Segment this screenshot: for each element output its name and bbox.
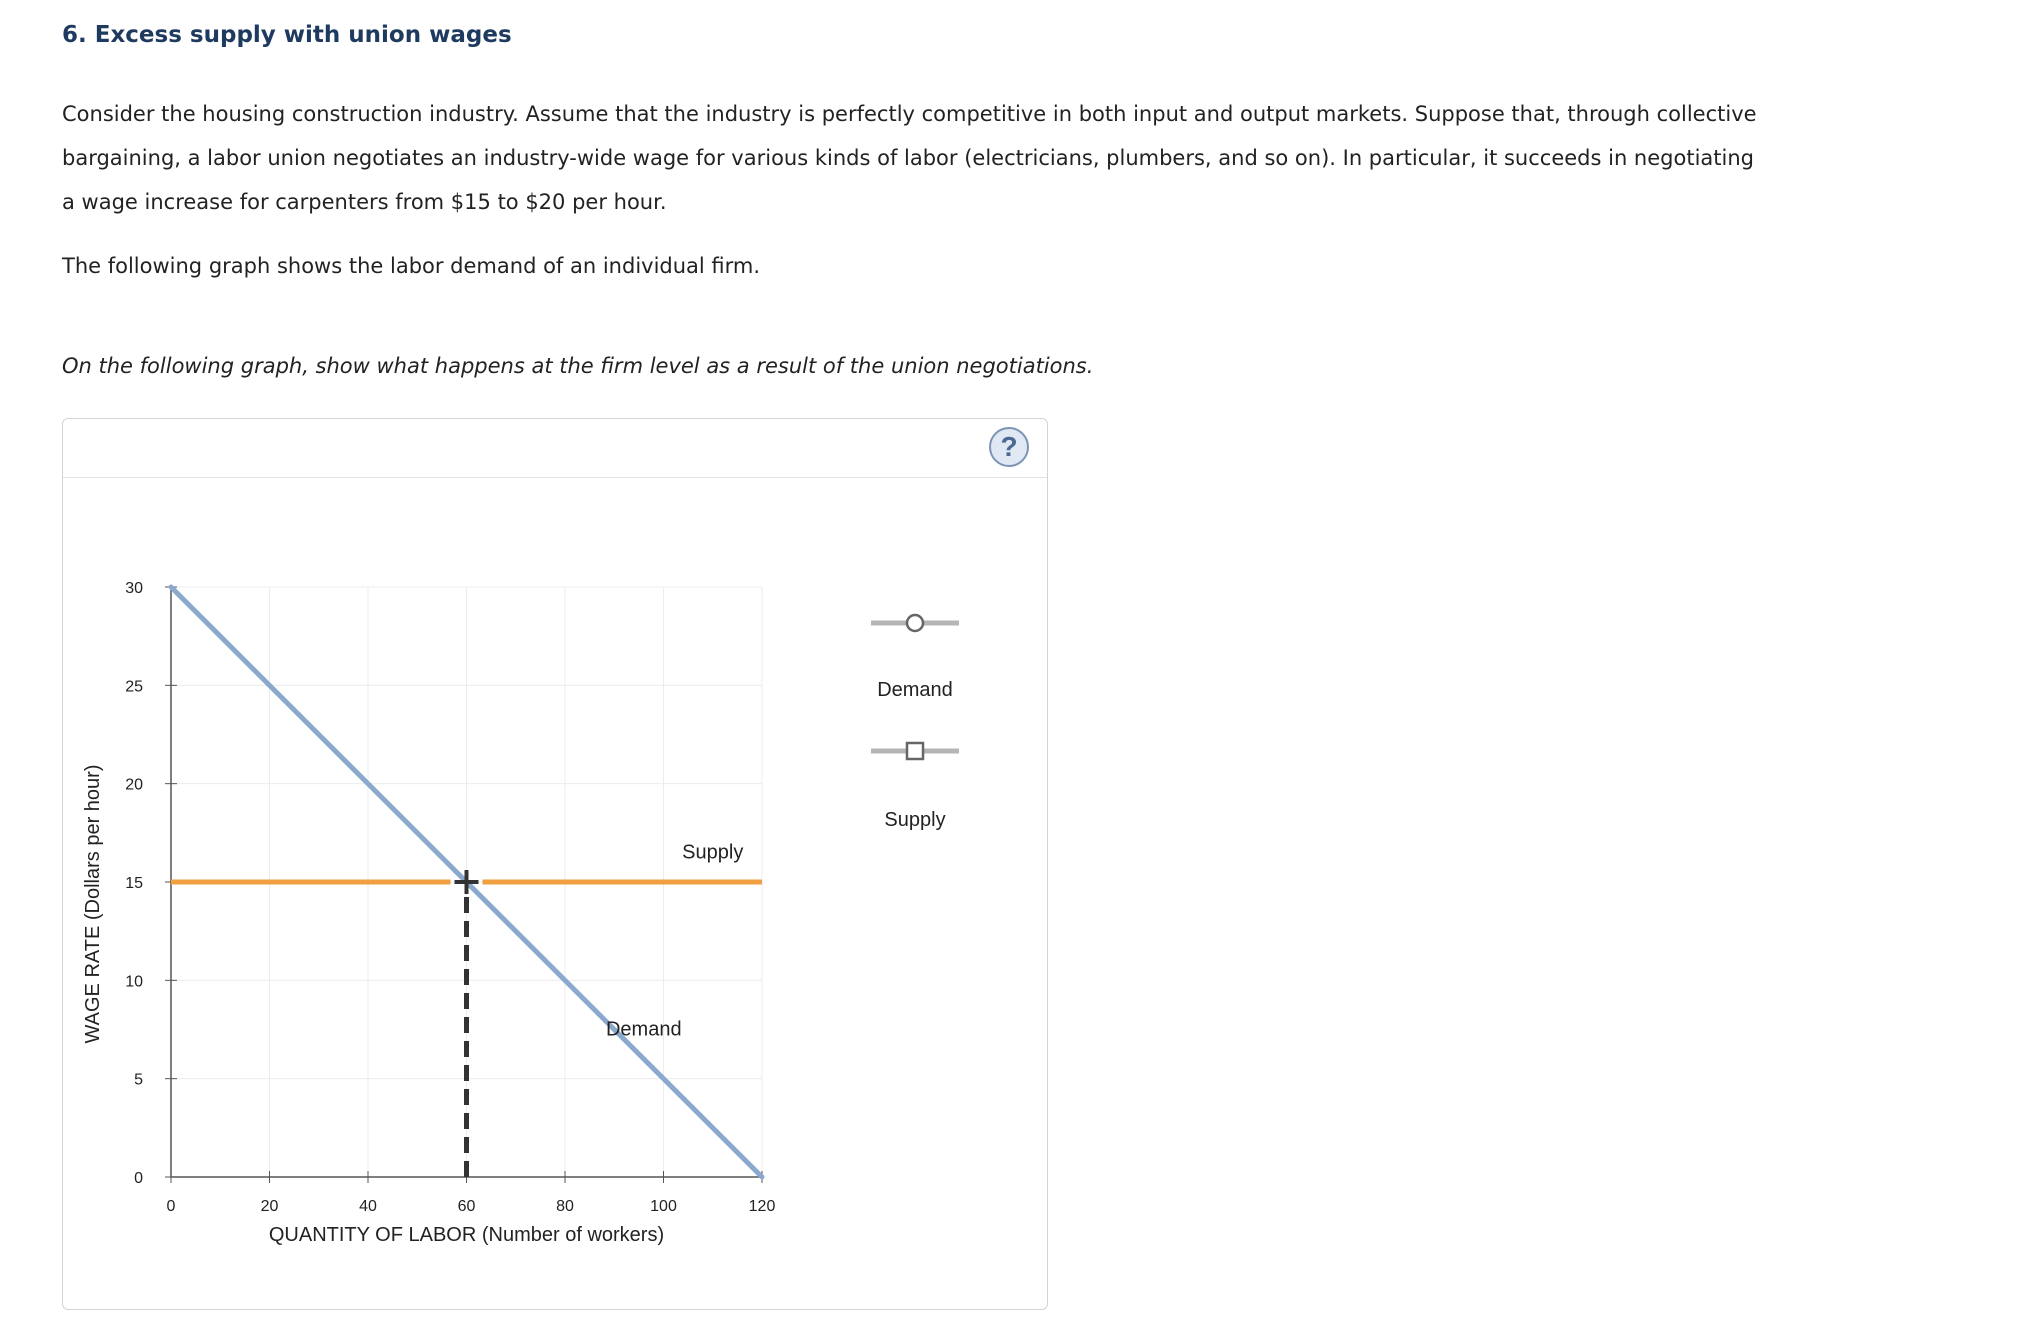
supply-tool-label: Supply [884,809,946,831]
x-tick-label: 80 [556,1198,574,1215]
x-tick-label: 60 [457,1198,476,1215]
x-tick-label: 120 [748,1198,776,1215]
y-axis-label: WAGE RATE (Dollars per hour) [82,764,104,1044]
question-paragraph-1: Consider the housing construction industry. Assume that the industry is perfectly competitive in both input and output markets. Suppose that, through collective bargaining, a labor union negotiates an industry-wide wage for various kinds of labor (electricians, plumbers, and so on). In particular, it succeeds in negotiating a wage increase for carpenters from $15 to $20 per hour. [62,102,1757,214]
graph-canvas[interactable] [63,419,1047,1309]
x-axis-label: QUANTITY OF LABOR (Number of workers) [268,1224,665,1246]
question-title: 6. Excess supply with union wages [62,22,512,48]
y-tick-label: 25 [125,678,143,696]
circle-marker-icon [907,615,923,631]
y-tick-label: 15 [125,875,143,892]
supply-tool[interactable] [871,743,959,831]
x-tick-label: 40 [359,1198,377,1215]
y-tick-label: 10 [125,973,143,991]
square-marker-icon [907,743,923,759]
demand-tool-label: Demand [877,679,953,701]
y-tick-label: 0 [134,1170,143,1187]
graph-panel [62,418,1048,1310]
y-tick-label: 20 [125,776,143,794]
x-tick-label: 100 [650,1198,677,1215]
supply-curve-label: Supply [682,841,744,864]
y-tick-label: 30 [125,580,143,597]
y-tick-label: 5 [134,1071,143,1089]
help-icon[interactable]: ? [989,427,1029,467]
graph-instruction: On the following graph, show what happens at the firm level as a result of the union negotiations. [62,354,1094,378]
demand-tool[interactable] [871,615,959,701]
x-tick-label: 0 [166,1198,176,1215]
question-paragraph-2: The following graph shows the labor demand of an individual firm. [62,254,761,278]
demand-curve-label: Demand [605,1018,682,1041]
x-tick-label: 20 [260,1198,279,1215]
